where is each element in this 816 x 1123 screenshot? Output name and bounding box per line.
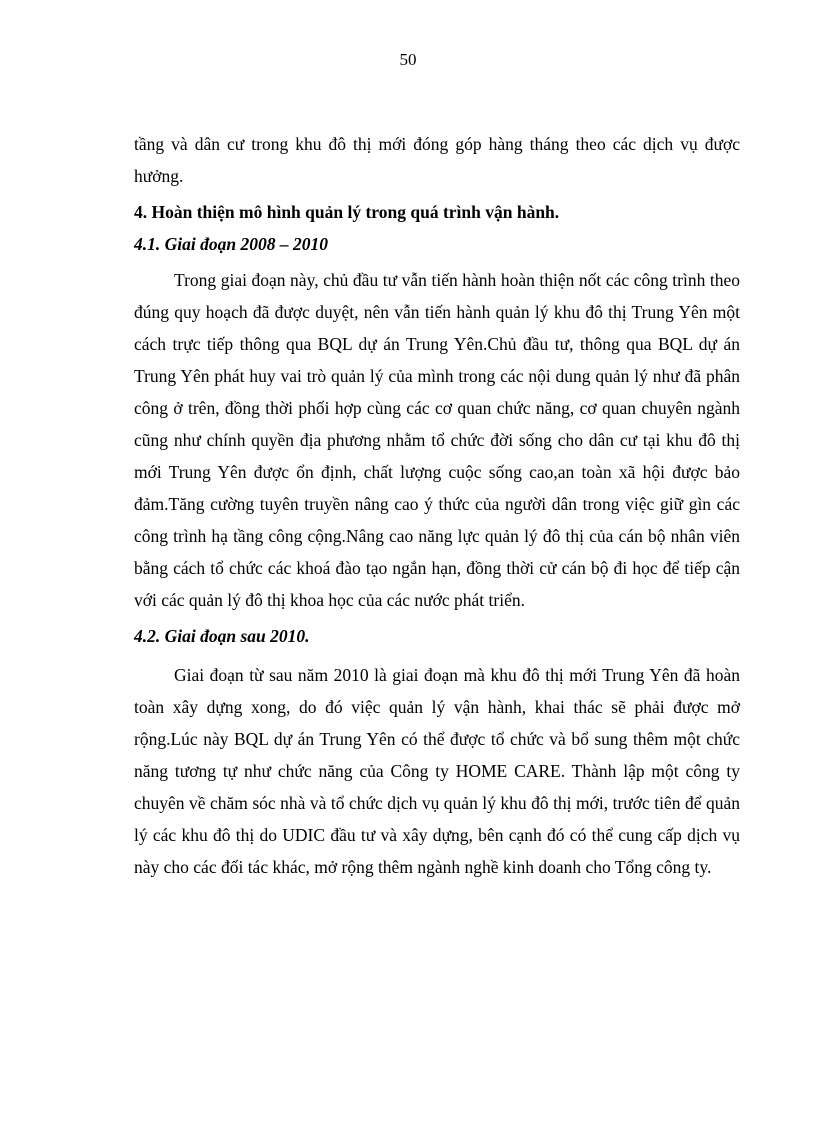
section-heading-4: 4. Hoàn thiện mô hình quản lý trong quá trình vận hành. xyxy=(134,202,560,222)
intro-paragraph: tầng và dân cư trong khu đô thị mới đóng góp hàng tháng theo các dịch vụ được hưởng. xyxy=(134,134,740,186)
document-body xyxy=(134,128,740,883)
paragraph-4-2: Giai đoạn từ sau năm 2010 là giai đoạn mà khu đô thị mới Trung Yên đã hoàn toàn xây dựng xong, do đó việc quản lý vận hành, khai thác sẽ phải được mở rộng.Lúc này BQL dự án Trung Yên có thể được tổ chức và bổ sung thêm một chức năng tương tự như chức năng của Công ty HOME CARE. Thành lập một công ty chuyên về chăm sóc nhà và tổ chức dịch vụ quản lý khu đô thị mới, trước tiên để quản lý các khu đô thị do UDIC đầu tư và xây dựng, bên cạnh đó có thể cung cấp dịch vụ này cho các đối tác khác, mở rộng thêm ngành nghề kinh doanh cho Tổng công ty. xyxy=(134,665,740,877)
subsection-heading-4-2: 4.2. Giai đoạn sau 2010. xyxy=(134,626,310,646)
subsection-heading-4-1: 4.1. Giai đoạn 2008 – 2010 xyxy=(134,234,328,254)
paragraph-4-1: Trong giai đoạn này, chủ đầu tư vẫn tiến hành hoàn thiện nốt các công trình theo đúng quy hoạch đã được duyệt, nên vẫn tiến hành quản lý khu đô thị Trung Yên một cách trực tiếp thông qua BQL dự án Trung Yên.Chủ đầu tư, thông qua BQL dự án Trung Yên phát huy vai trò quản lý của mình trong các nội dung quản lý như đã phân công ở trên, đồng thời phối hợp cùng các cơ quan chức năng, cơ quan chuyên ngành cũng như chính quyền địa phương nhằm tổ chức đời sống cho dân cư tại khu đô thị mới Trung Yên được ổn định, chất lượng cuộc sống cao,an toàn xã hội được bảo đảm.Tăng cường tuyên truyền nâng cao ý thức của người dân trong việc giữ gìn các công trình hạ tầng công cộng.Nâng cao năng lực quản lý đô thị của cán bộ nhân viên bằng cách tổ chức các khoá đào tạo ngắn hạn, đồng thời cử cán bộ đi học để tiếp cận với các quản lý đô thị khoa học của các nước phát triển. xyxy=(134,270,740,610)
page-number: 50 xyxy=(399,50,417,69)
